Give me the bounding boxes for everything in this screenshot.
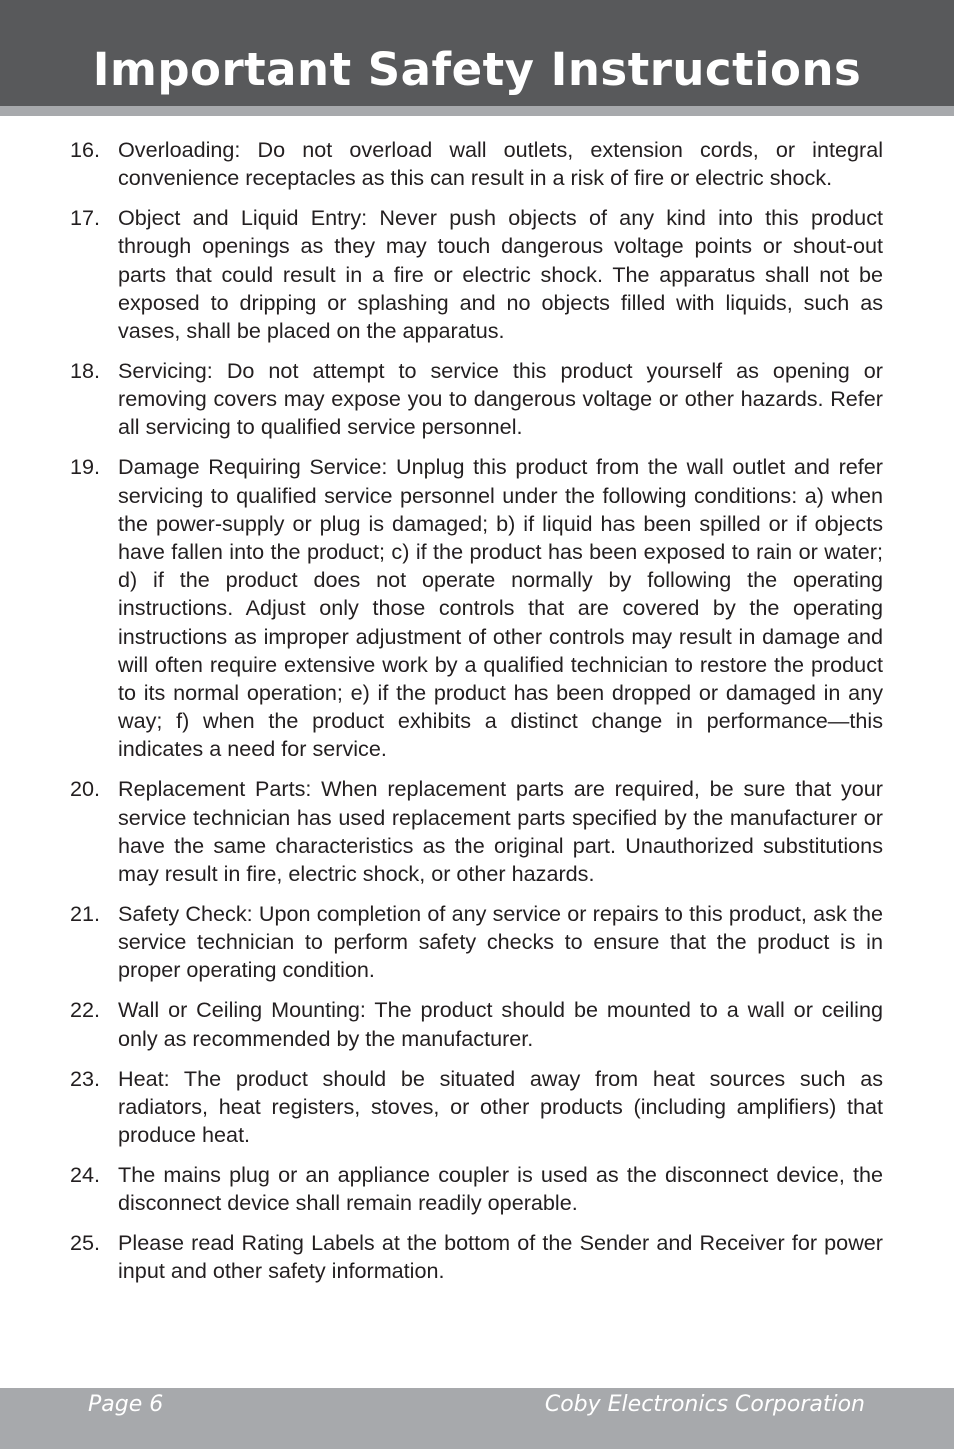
item-number: 20. [70,776,101,802]
item-text: Damage Requiring Service: Unplug this product from the wall outlet and refer servicing to qualified service personnel under the following conditions: a) when the power-supply or plug is damaged; b) if liquid has been spilled or if objects have fallen into the product; c) if the product has been exposed to rain or water; d) if the product does not operate normally by following the operating instructions. Adjust only those controls that are covered by the operating instructions as improper adjustment of other controls may result in damage and will often require extensive work by a qualified technician to restore the product to its normal operation; e) if the product has been dropped or damaged in any way; f) when the product exhibits a distinct change in performance—this indicates a need for service. [118,454,883,762]
item-text: Object and Liquid Entry: Never push objects of any kind into this product through openings as they may touch dangerous voltage points or shout-out parts that could result in a fire or electric shock. The apparatus shall not be exposed to dripping or splashing and no objects filled with liquids, such as vases, shall be placed on the apparatus. [118,205,883,344]
item-text: Replacement Parts: When replacement parts are required, be sure that your service technician has used replacement parts specified by the manufacturer or have the same characteristics as the original part. Unauthorized substitutions may result in fire, electric shock, or other hazards. [118,776,883,887]
item-text: Please read Rating Labels at the bottom of the Sender and Receiver for power input and other safety information. [118,1230,883,1284]
item-text: Safety Check: Upon completion of any service or repairs to this product, ask the service technician to perform safety checks to ensure that the product is in proper operating condition. [118,901,883,983]
item-text: Heat: The product should be situated away from heat sources such as radiators, heat registers, stoves, or other products (including amplifiers) that produce heat. [118,1065,883,1148]
item-number: 22. [70,997,101,1023]
list-item [70,357,883,442]
item-number: 21. [70,901,101,927]
list-item [70,775,883,888]
item-number: 25. [70,1230,101,1256]
list-item [70,996,883,1052]
header-rule [0,106,954,116]
item-text: Wall or Ceiling Mounting: The product should be mounted to a wall or ceiling only as recommended by the manufacturer. [118,997,883,1051]
item-text: Servicing: Do not attempt to service this product yourself as opening or removing covers may expose you to dangerous voltage or other hazards. Refer all servicing to qualified service personnel. [118,358,883,440]
page-title: Important Safety Instructions [92,43,862,96]
item-number: 24. [70,1162,101,1188]
item-number: 23. [70,1065,101,1091]
list-item [70,900,883,985]
item-number: 16. [70,137,101,162]
item-number: 19. [70,454,101,480]
list-item [70,1161,883,1217]
list-item [70,453,883,763]
list-item [70,1065,883,1150]
item-number: 18. [70,358,101,384]
item-number: 17. [70,205,101,231]
item-text: The mains plug or an appliance coupler is used as the disconnect device, the disconnect device shall remain readily operable. [118,1162,883,1216]
company-name: Coby Electronics Corporation [544,1392,865,1417]
safety-instructions-list [70,136,883,1297]
list-item [70,1229,883,1285]
item-text: Overloading: Do not overload wall outlets, extension cords, or integral convenience receptacles as this can result in a risk of fire or electric shock. [118,137,883,191]
list-item [70,204,883,345]
page-number: Page 6 [88,1392,164,1417]
list-item [70,136,883,192]
